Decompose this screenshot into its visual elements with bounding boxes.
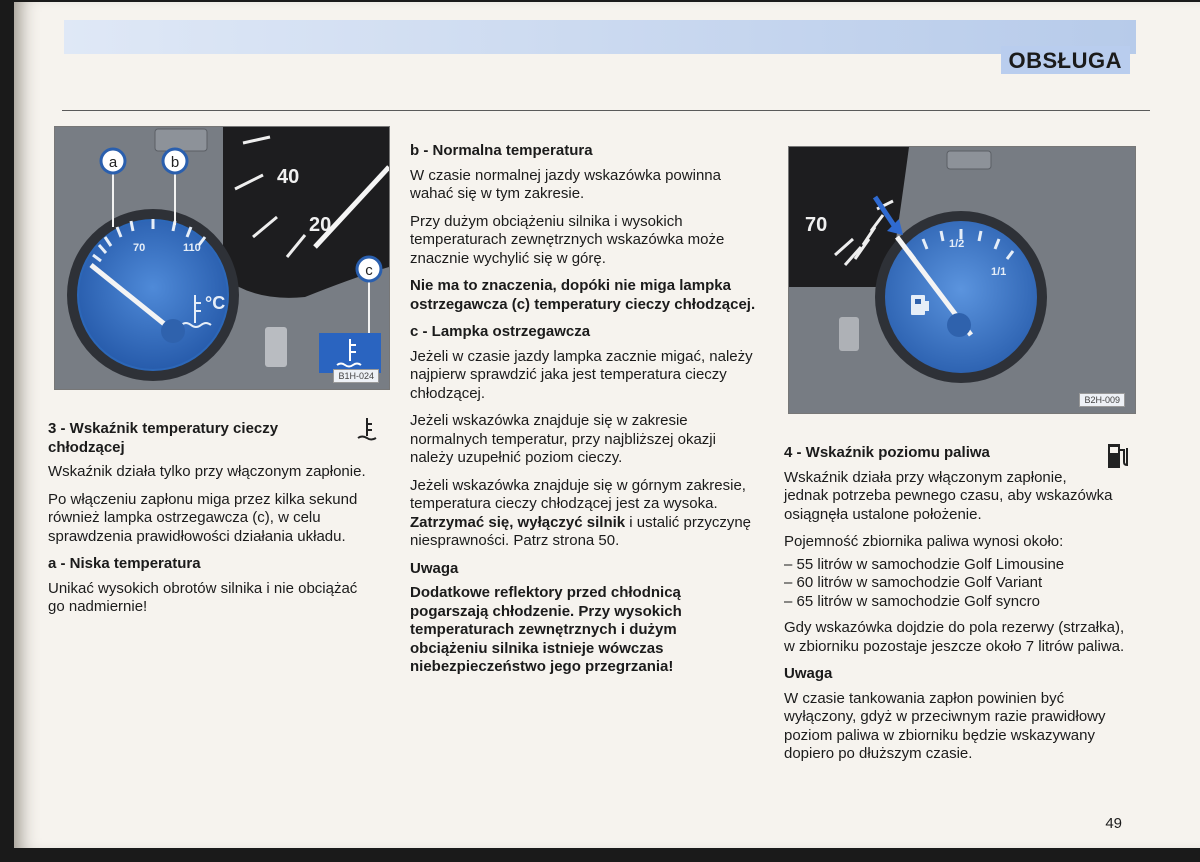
paragraph: Unikać wysokich obrotów silnika i nie obciążać go nadmiernie!	[48, 579, 358, 615]
low-temp-heading: a - Niska temperatura	[48, 555, 201, 572]
callout-a	[101, 149, 125, 173]
header-rule	[62, 110, 1150, 111]
gauge-label-110: 110	[183, 242, 201, 254]
page-number: 49	[1105, 815, 1122, 832]
column-2	[410, 142, 756, 686]
fuel-gauge-heading	[784, 444, 1130, 463]
callout-b	[163, 149, 187, 173]
tank-capacity-list	[784, 556, 1130, 612]
speedo-label-70: 70	[805, 214, 828, 236]
paragraph-bold: Nie ma to znaczenia, dopóki nie miga lampka ostrzegawcza (c) temperatury cieczy chłodzącej.	[410, 277, 756, 313]
svg-text:a: a	[108, 154, 118, 171]
fuel-label-half: 1/2	[949, 238, 965, 250]
list-item: – 55 litrów w samochodzie Golf Limousine	[784, 555, 1065, 573]
header-band	[64, 20, 1136, 54]
svg-text:b: b	[170, 154, 180, 171]
coolant-gauge-heading-text: 3 - Wskaźnik temperatury cieczy chłodzącej	[48, 420, 279, 456]
unit-label: °C	[205, 293, 226, 313]
text-run: i ustalić przyczynę niesprawności. Patrz strona 50.	[410, 513, 751, 549]
text-run: Jeżeli wskazówka znajduje się w górnym zakresie, temperatura cieczy chłodzącej jest za wysoka.	[410, 476, 746, 512]
section-title: OBSŁUGA	[1001, 46, 1131, 74]
figure-code: B2H-009	[1079, 393, 1125, 407]
text-run-bold: Zatrzymać się, wyłączyć silnik	[410, 513, 626, 531]
fuel-gauge-heading-text: 4 - Wskaźnik poziomu paliwa	[784, 444, 990, 461]
paragraph: Wskaźnik działa przy włączonym zapłonie, jednak potrzeba pewnego czasu, aby wskazówka osiągnęła ustalone położenie.	[784, 468, 1113, 523]
manual-page	[14, 2, 1200, 848]
callout-c	[357, 257, 381, 281]
paragraph: Przy dużym obciążeniu silnika i wysokich temperaturach zewnętrznych wskazówka może znacznie wychylić się w górę.	[410, 212, 725, 267]
normal-temp-heading: b - Normalna temperatura	[410, 142, 593, 159]
coolant-gauge-figure	[54, 126, 390, 390]
warning-lamp-heading: c - Lampka ostrzegawcza	[410, 323, 591, 340]
svg-text:c: c	[365, 262, 373, 279]
paragraph: Pojemność zbiornika paliwa wynosi około:	[784, 533, 1064, 550]
column-3	[784, 444, 1130, 773]
paragraph: Jeżeli w czasie jazdy lampka zacznie migać, należy najpierw sprawdzić jaka jest temperatura cieczy chłodzącej.	[410, 347, 753, 402]
coolant-symbol-icon	[356, 416, 378, 448]
paragraph: Wskaźnik działa tylko przy włączonym zapłonie.	[48, 463, 366, 480]
paragraph: Gdy wskazówka dojdzie do pola rezerwy (strzałka), w zbiorniku pozostaje jeszcze około 7 litrów paliwa.	[784, 619, 1125, 655]
fuel-gauge-figure	[788, 146, 1136, 414]
fuel-pump-icon	[1106, 440, 1130, 476]
list-item: – 65 litrów w samochodzie Golf syncro	[784, 592, 1040, 610]
paragraph: W czasie tankowania zapłon powinien być wyłączony, gdyż w przeciwnym razie prawidłowy poziom paliwa w zbiorniku będzie wskazywany dopiero po dłuższym czasie.	[784, 689, 1106, 762]
paragraph	[410, 477, 756, 551]
note-heading: Uwaga	[784, 665, 833, 682]
figure-code: B1H-024	[333, 369, 379, 383]
fuel-gauge-illustration	[789, 147, 1135, 413]
coolant-gauge-heading	[48, 420, 378, 457]
note-heading: Uwaga	[410, 559, 459, 577]
paragraph: Jeżeli wskazówka znajduje się w zakresie normalnych temperatur, przy najbliższej okazji należy uzupełnić poziom cieczy.	[410, 412, 716, 466]
speedo-label-40: 40	[277, 166, 300, 188]
paragraph: W czasie normalnej jazdy wskazówka powinna wahać się w tym zakresie.	[410, 166, 721, 202]
list-item: – 60 litrów w samochodzie Golf Variant	[784, 574, 1043, 591]
gauge-label-70: 70	[133, 242, 146, 254]
paragraph: Po włączeniu zapłonu miga przez kilka sekund również lampka ostrzegawcza (c), w celu sprawdzenia prawidłowości działania układu.	[48, 490, 358, 545]
note-text: Dodatkowe reflektory przed chłodnicą pogarszają chłodzenie. Przy wysokich temperaturach zewnętrznych i dużym obciążeniu silnika istnieje wówczas niebezpieczeństwo jego przegrzania!	[410, 584, 682, 675]
column-1	[48, 420, 378, 626]
coolant-gauge-illustration	[55, 127, 389, 389]
speedo-label-20: 20	[309, 214, 332, 236]
fuel-label-full: 1/1	[991, 266, 1007, 278]
